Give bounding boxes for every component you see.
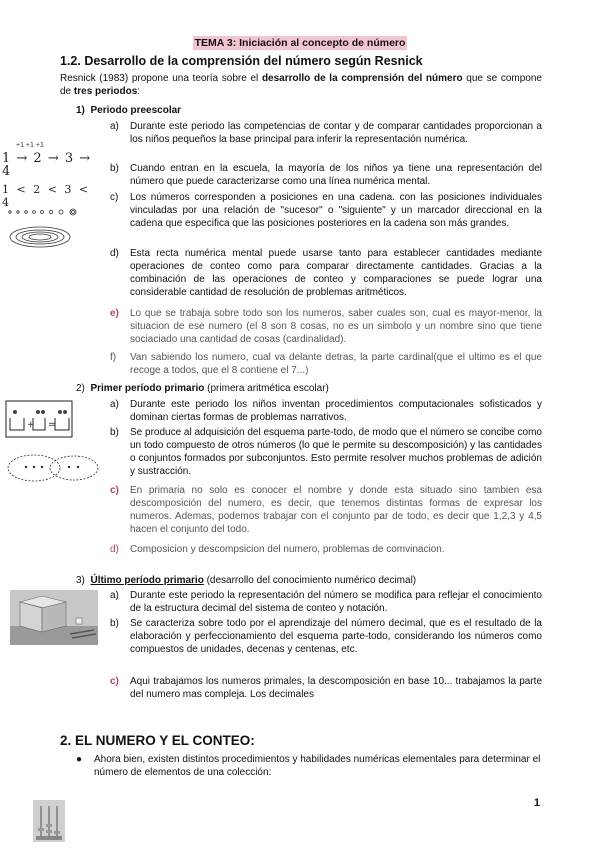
dot-sequence-figure xyxy=(4,205,94,255)
list-item-text: Composicion y descompsicion del numero, problemas de comvinacion. xyxy=(130,544,445,555)
list-item-marker: b) xyxy=(110,618,119,629)
list-item-marker: c) xyxy=(110,676,119,687)
page-number: 1 xyxy=(533,797,540,809)
list-item xyxy=(110,398,542,424)
list-item-text: Esta recta numérica mental puede usarse tanto para establecer cantidades mediante operaciones de conteo como para comparar directamente cantidades. Gracias a la combinación de las operaciones de conteo y comparaciones se puede lograr una considerable cantidad de resolución de problemas aritméticos. xyxy=(130,248,542,298)
number-chain-figure: +1 +1 +1 1 → 2 → 3 → 4 1 < 2 < 3 < 4 xyxy=(2,142,92,209)
list-item-marker: c) xyxy=(110,485,119,496)
svg-text:=: = xyxy=(48,420,56,430)
list-item-marker: a) xyxy=(110,399,119,410)
list-item xyxy=(110,120,542,146)
list-item xyxy=(110,543,542,556)
list-item-text: Aqui trabajamos los numeros primales, la descomposición en base 10... trabajamos la parte del numero mas compleja. Los decimales xyxy=(130,676,542,700)
list-item-marker: a) xyxy=(110,121,119,132)
svg-text:+: + xyxy=(27,420,35,430)
list-item xyxy=(110,162,542,188)
list-item xyxy=(110,589,542,615)
list-item-text: Durante este periodo los niños inventan procedimientos computacionales sofisticados y dominan ciertas formas de problemas narrativos. xyxy=(130,399,542,423)
list-item-marker: b) xyxy=(110,163,119,174)
base-ten-blocks-photo xyxy=(10,590,98,645)
list-item xyxy=(110,247,542,299)
list-item-text: Se produce al adquisición del esquema parte-todo, de modo que el número se concibe como un todo compuesto de otros números (lo que le permite su descomposición) y las cantidades o conjuntos formados por subconjuntos. Esto permite resolver muchos problemas de adición y sustracción. xyxy=(130,427,542,477)
list-item-marker: c) xyxy=(110,192,119,203)
list-item-marker: e) xyxy=(110,308,119,319)
list-item-text: Durante este periodo la representación del número se modifica para reflejar el conocimiento de la estructura decimal del sistema de conteo y notación. xyxy=(130,590,542,614)
list-item xyxy=(110,484,542,536)
list-item xyxy=(110,426,542,478)
period-2-heading: 2) Primer período primario (primera aritmética escolar) xyxy=(76,383,329,394)
section-heading-1-2: 1.2. Desarrollo de la comprensión del número según Resnick xyxy=(60,54,423,68)
sets-figure xyxy=(6,452,101,486)
list-item xyxy=(110,617,542,656)
list-item xyxy=(110,191,542,230)
list-item-marker: d) xyxy=(110,248,119,259)
period-3-heading: 3) Último período primario (desarrollo del conocimiento numérico decimal) xyxy=(76,575,417,586)
list-item-text: En primaria no solo es conocer el nombre y donde esta situado sino tambien esa descomposición del numero, es decir, que tenemos distintas formas de expresar los numeros. Ademas, podemos trabajar con el conjunto par de todo, es decir que 1,2,3 y 4,5 hacen el conjunto del todo. xyxy=(130,485,542,535)
abacus-photo xyxy=(33,800,65,842)
list-item-text: Durante este periodo las competencias de contar y de comparar cantidades proporcionan a los niños pequeños la base principal para inferir la representación numérica. xyxy=(130,121,542,145)
section-heading-2: 2. EL NUMERO Y EL CONTEO: xyxy=(60,733,255,748)
list-item-marker: d) xyxy=(110,544,119,555)
period-1-heading: 1) Periodo preescolar xyxy=(76,105,182,116)
list-item-text: Lo que se trabaja sobre todo son los numeros, saber cuales son, cual es mayor-menor, la situacion de ese numero (el 8 son 8 cosas, no es un simbolo y un nombre sino que tiene sociaciado una cantidad de cosas (cardinalidad). xyxy=(130,308,542,345)
list-item-text: Cuando entran en la escuela, la mayoría de los niños ya tiene una representación del número que puede caracterizarse como una línea numérica mental. xyxy=(130,163,542,187)
list-item xyxy=(110,351,542,377)
list-item xyxy=(110,675,542,701)
page-title: TEMA 3: Iniciación al concepto de número xyxy=(194,37,406,49)
list-item-text: Van sabiendo los numero, cual va delante detras, la parte cardinal(que el ultimo es el que recoge a todos, que el 8 contiene el 7...) xyxy=(130,352,542,376)
list-item-text: Los números corresponden a posiciones en una cadena. con las posiciones individuales vinculadas por una relación de "sucesor" o "siguiente" y un marcador direccional en la cadena que especifica que las posiciones posteriores en la cadena son más grandes. xyxy=(130,192,542,229)
list-item-marker: b) xyxy=(110,427,119,438)
intro-paragraph: Resnick (1983) propone una teoría sobre el desarrollo de la comprensión del número que se compone de tres periodos: xyxy=(60,73,542,97)
list-item-text: Se caracteriza sobre todo por el aprendizaje del número decimal, que es el resultado de la elaboración y perfeccionamiento del esquema parte-todo, considerando los números como compuestos de unidades, decenas y centenas, etc. xyxy=(130,618,542,655)
list-item-marker: f) xyxy=(110,352,117,363)
list-item xyxy=(110,307,542,346)
part-whole-figure xyxy=(5,400,75,440)
list-item-marker: a) xyxy=(110,590,119,601)
